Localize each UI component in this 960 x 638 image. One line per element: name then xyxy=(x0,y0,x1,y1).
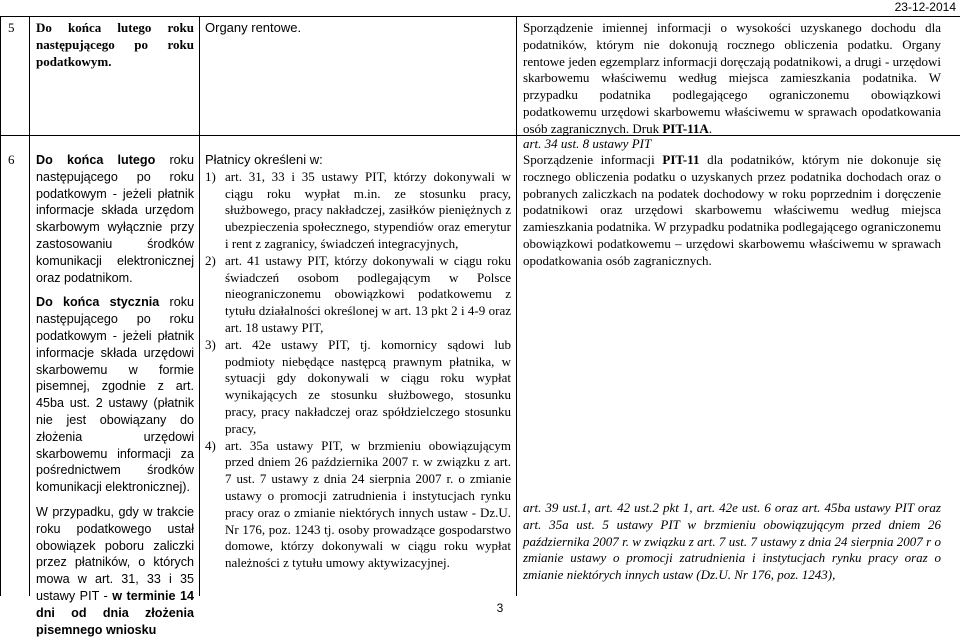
form-code: PIT-11A xyxy=(662,120,709,136)
term-paragraph xyxy=(36,504,194,638)
description-text-end: . xyxy=(708,120,713,136)
form-code: PIT-11 xyxy=(662,152,700,167)
list-item-text: art. 31, 33 i 35 ustawy PIT, którzy dokonywali w ciągu roku wypłat m.in. ze stosunku pracy, służbowego, pracy nakładczej, zasiłków pieniężnych z ubezpieczenia społecznego, stypendiów oraz emerytur i rent z zagranicy, świadczeń integracyjnych, xyxy=(225,168,511,251)
term-deadline: w terminie 14 dni od dnia złożenia pisemnego wniosku xyxy=(36,588,194,637)
column-divider-1 xyxy=(29,16,30,596)
list-item xyxy=(205,337,511,438)
list-item xyxy=(205,438,511,572)
table-left-border xyxy=(0,16,1,596)
list-item-text: art. 42e ustawy PIT, tj. komornicy sądowi lub podmioty niebędące następcą prawnym płatnika, w sytuacji gdy dokonywali w ciągu roku wypłat wynikających ze stosunku służbowego, stosunku pracy, pracy nakładczej oraz spółdzielczego stosunku pracy, xyxy=(225,336,511,436)
row-subject: Organy rentowe. xyxy=(205,20,302,35)
column-divider-3 xyxy=(516,16,517,596)
table-top-border xyxy=(0,16,960,17)
term-text: W przypadku, gdy w trakcie roku podatkowego ustał obowiązek poboru zaliczki przez płatników, o których mowa w art. 31, 33 i 35 ustawy PIT - xyxy=(36,504,194,603)
description-text: Sporządzenie informacji xyxy=(523,152,663,167)
description-text: Sporządzenie imiennej informacji o wysokości uzyskanego dochodu dla podatników, którym nie dokonują rocznego obliczenia podatku. Organy rentowe jeden egzemplarz informacji doręczają podatnikowi, a drugi - urzędowi skarbowemu właściwemu według miejsca zamieszkania podatnika. W przypadku podatnika podlegającego ograniczonemu obowiązkowi podatkowemu urzędowi skarbowemu właściwemu w sprawach opodatkowania osób zagranicznych. Druk xyxy=(523,20,941,136)
term-deadline: Do końca lutego xyxy=(36,153,156,167)
term-deadline: Do końca stycznia xyxy=(36,295,160,310)
list-item xyxy=(205,169,511,253)
row-subject xyxy=(205,152,511,572)
term-text: roku następującego po roku podatkowym - jeżeli płatnik informacje składa urzędowi skarbowemu w formie pisemnej, zgodnie z art. 45ba ust. 2 ustawy (płatnik nie jest obowiązany do złożenia urzędowi skarbowemu informacji za pośrednictwem środków komunikacji elektronicznej). xyxy=(36,295,194,495)
list-item-text: art. 35a ustawy PIT, w brzmieniu obowiązującym przed dniem 26 października 2007 r. w związku z art. 7 ust. 7 ustawy z dnia 24 sierpnia 2007 r. o zmianie ustawy o promocji zatrudnienia i instytucjach rynku pracy oraz o zmianie niektórych innych ustaw - Dz.U. Nr 176, poz. 1243 tj. osoby prowadzące gospodarstwo domowe, którzy dokonywali w ciągu roku wypłat należności z tytułu umowy aktywizacyjnej. xyxy=(225,437,511,571)
subject-list xyxy=(205,169,511,572)
term-text: Do końca lutego roku następującego po roku podatkowym. xyxy=(36,20,194,69)
term-text: roku następującego po roku podatkowym - jeżeli płatnik informacje składa urzędom skarbowym wyłącznie przy zastosowaniu środków komunikacji elektronicznej oraz podatnikom. xyxy=(36,153,194,285)
term-paragraph xyxy=(36,294,194,496)
page-number: 3 xyxy=(496,601,504,615)
list-item-number: 1) xyxy=(205,168,216,184)
subject-intro: Płatnicy określeni w: xyxy=(205,152,323,167)
row-term xyxy=(36,152,194,638)
row-description xyxy=(523,20,941,138)
row-description xyxy=(523,152,941,270)
list-item-number: 2) xyxy=(205,252,216,268)
list-item-text: art. 41 ustawy PIT, którzy dokonywali w ciągu roku świadczeń osobom podlegającym w Polsce nieograniczonemu obowiązkowi podatkowemu z tytułu działalności określonej w art. 13 pkt 2 i 4-9 oraz art. 18 ustawy PIT, xyxy=(225,252,511,335)
row-term xyxy=(36,20,194,70)
list-item xyxy=(205,253,511,337)
row-legal-basis: art. 39 ust.1, art. 42 ust.2 pkt 1, art. 42e ust. 6 oraz art. 45ba ustawy PIT oraz art. 35a ust. 5 ustawy PIT w brzmieniu obowiązującym przed dniem 26 października 2007 r. w związku z art. 7 ust. 7 ustawy z dnia 24 sierpnia 2007 r o zmianie ustawy o promocji zatrudnienia i instytucjach rynku pracy oraz o zmianie niektórych innych ustaw (Dz.U. Nr 176, poz. 1243), xyxy=(523,500,941,583)
list-item-number: 3) xyxy=(205,336,216,352)
description-text-end: dla podatników, którym nie dokonuje się rocznego obliczenia podatku o uzyskanych przez podatnika dochodach oraz o pobranych zaliczkach na podatek dochodowy w roku poprzednim i doręczenie podatnikowi oraz urzędowi skarbowemu właściwemu według miejsca zamieszkania podatnika. W przypadku podatnika podlegającego ograniczonemu obowiązkowi podatkowemu – urzędowi skarbowemu właściwemu w sprawach opodatkowania osób zagranicznych. xyxy=(523,152,941,268)
row-legal-basis: art. 34 ust. 8 ustawy PIT xyxy=(523,136,652,151)
document-date: 23-12-2014 xyxy=(894,0,956,14)
row-number: 5 xyxy=(8,20,15,35)
list-item-number: 4) xyxy=(205,437,216,453)
row-number: 6 xyxy=(8,152,15,167)
term-paragraph xyxy=(36,152,194,286)
column-divider-2 xyxy=(199,16,200,596)
